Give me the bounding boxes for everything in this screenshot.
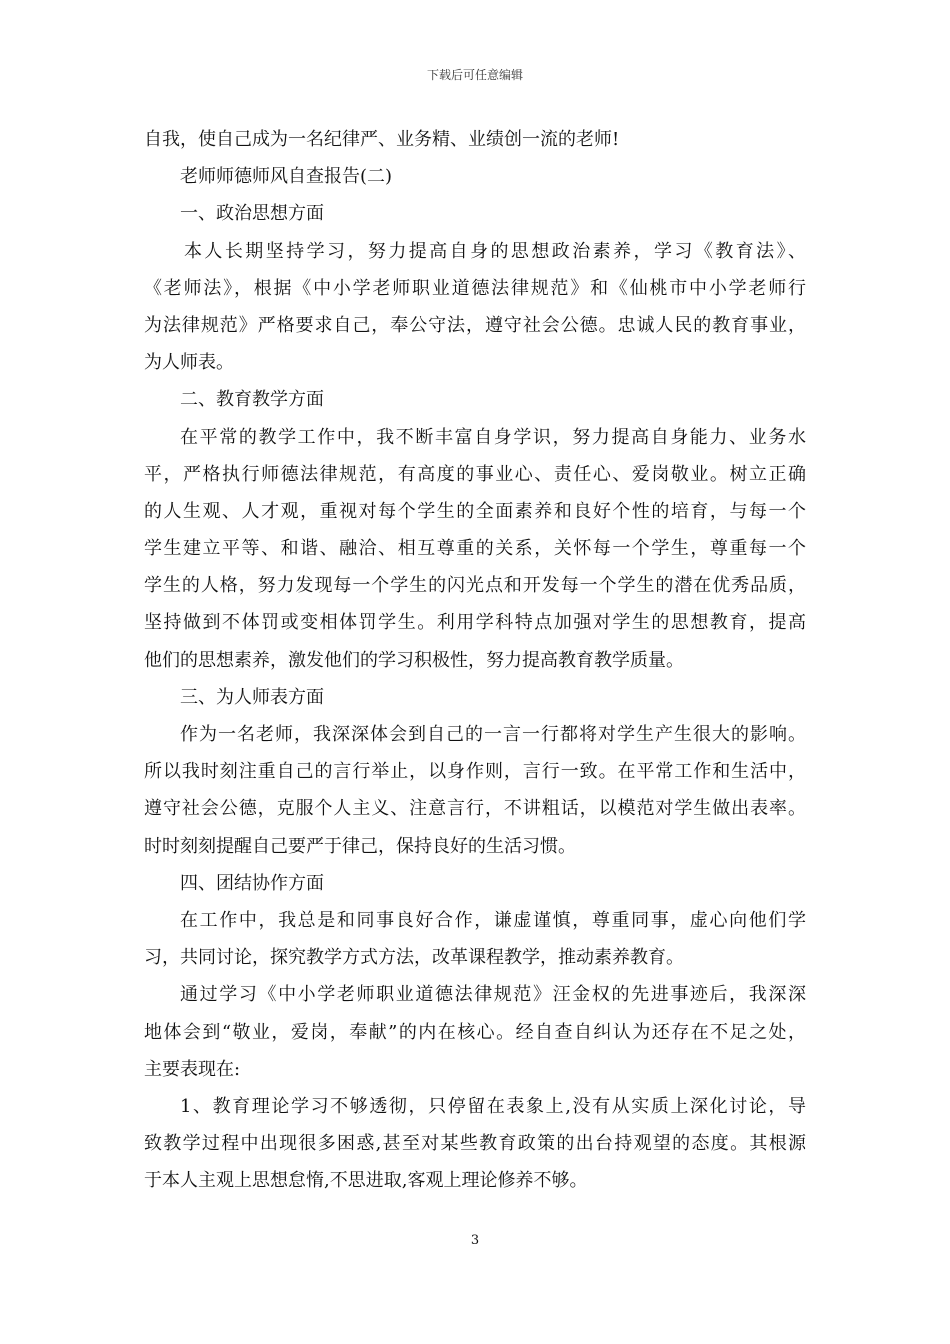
text-line: 主要表现在: — [144, 1058, 241, 1080]
section-heading-role-model: 三、为人师表方面 — [180, 686, 324, 708]
section-heading-teamwork: 四、团结协作方面 — [180, 872, 324, 894]
text-line: 学生的人格，努力发现每一个学生的闪光点和开发每一个学生的潜在优秀品质， — [144, 575, 806, 597]
text-line: 遵守社会公德，克服个人主义、注意言行，不讲粗话，以模范对学生做出表率。 — [144, 798, 806, 820]
text-line: 他们的思想素养，激发他们的学习积极性，努力提高教育教学质量。 — [144, 649, 684, 671]
text-line: 地体会到“敬业，爱岗，奉献”的内在核心。经自查自纠认为还存在不足之处， — [144, 1021, 806, 1043]
text-line: 在工作中，我总是和同事良好合作，谦虚谨慎，尊重同事，虚心向他们学 — [180, 909, 806, 931]
text-line: 学生建立平等、和谐、融洽、相互尊重的关系，关怀每一个学生，尊重每一个 — [144, 538, 806, 560]
text-line: 作为一名老师，我深深体会到自己的一言一行都将对学生产生很大的影响。 — [180, 724, 806, 745]
text-line: 为人师表。 — [144, 352, 234, 374]
text-line: 1、教育理论学习不够透彻，只停留在表象上,没有从实质上深化讨论，导 — [180, 1095, 806, 1117]
text-line: 于本人主观上思想怠惰,不思进取,客观上理论修养不够。 — [144, 1170, 588, 1192]
text-line: 在平常的教学工作中，我不断丰富自身学识，努力提高自身能力、业务水 — [180, 426, 806, 448]
section-heading-teaching: 二、教育教学方面 — [180, 389, 324, 411]
text-line: 致教学过程中出现很多困惑,甚至对某些教育政策的出台持观望的态度。其根源 — [144, 1133, 806, 1155]
text-line: 的人生观、人才观，重视对每个学生的全面素养和良好个性的培育，与每一个 — [144, 500, 806, 522]
text-line: 时时刻刻提醒自己要严于律己，保持良好的生活习惯。 — [144, 835, 576, 857]
text-line: 通过学习《中小学老师职业道德法律规范》汪金权的先进事迹后，我深深 — [180, 984, 806, 1006]
text-line: 自我，使自己成为一名纪律严、业务精、业绩创一流的老师! — [144, 129, 620, 150]
text-line: 本人长期坚持学习，努力提高自身的思想政治素养，学习《教育法》、 — [184, 240, 806, 262]
text-line: 平，严格执行师德法律规范，有高度的事业心、责任心、爱岗敬业。树立正确 — [144, 463, 806, 485]
text-line: 所以我时刻注重自己的言行举止，以身作则，言行一致。在平常工作和生活中， — [144, 761, 806, 783]
document-body — [144, 121, 806, 1199]
text-line: 习，共同讨论，探究教学方式方法，改革课程教学，推动素养教育。 — [144, 947, 684, 969]
text-line: 坚持做到不体罚或变相体罚学生。利用学科特点加强对学生的思想教育，提高 — [144, 612, 806, 634]
text-line: 为法律规范》严格要求自己，奉公守法，遵守社会公德。忠诚人民的教育事业， — [144, 314, 806, 336]
page-number: 3 — [470, 1233, 480, 1248]
section-heading-politics: 一、政治思想方面 — [180, 203, 324, 225]
report-subtitle: 老师师德师风自查报告(二) — [180, 166, 393, 188]
text-line: 《老师法》，根据《中小学老师职业道德法律规范》和《仙桃市中小学老师行 — [144, 277, 806, 299]
page-header: 下载后可任意编辑 — [426, 68, 523, 82]
